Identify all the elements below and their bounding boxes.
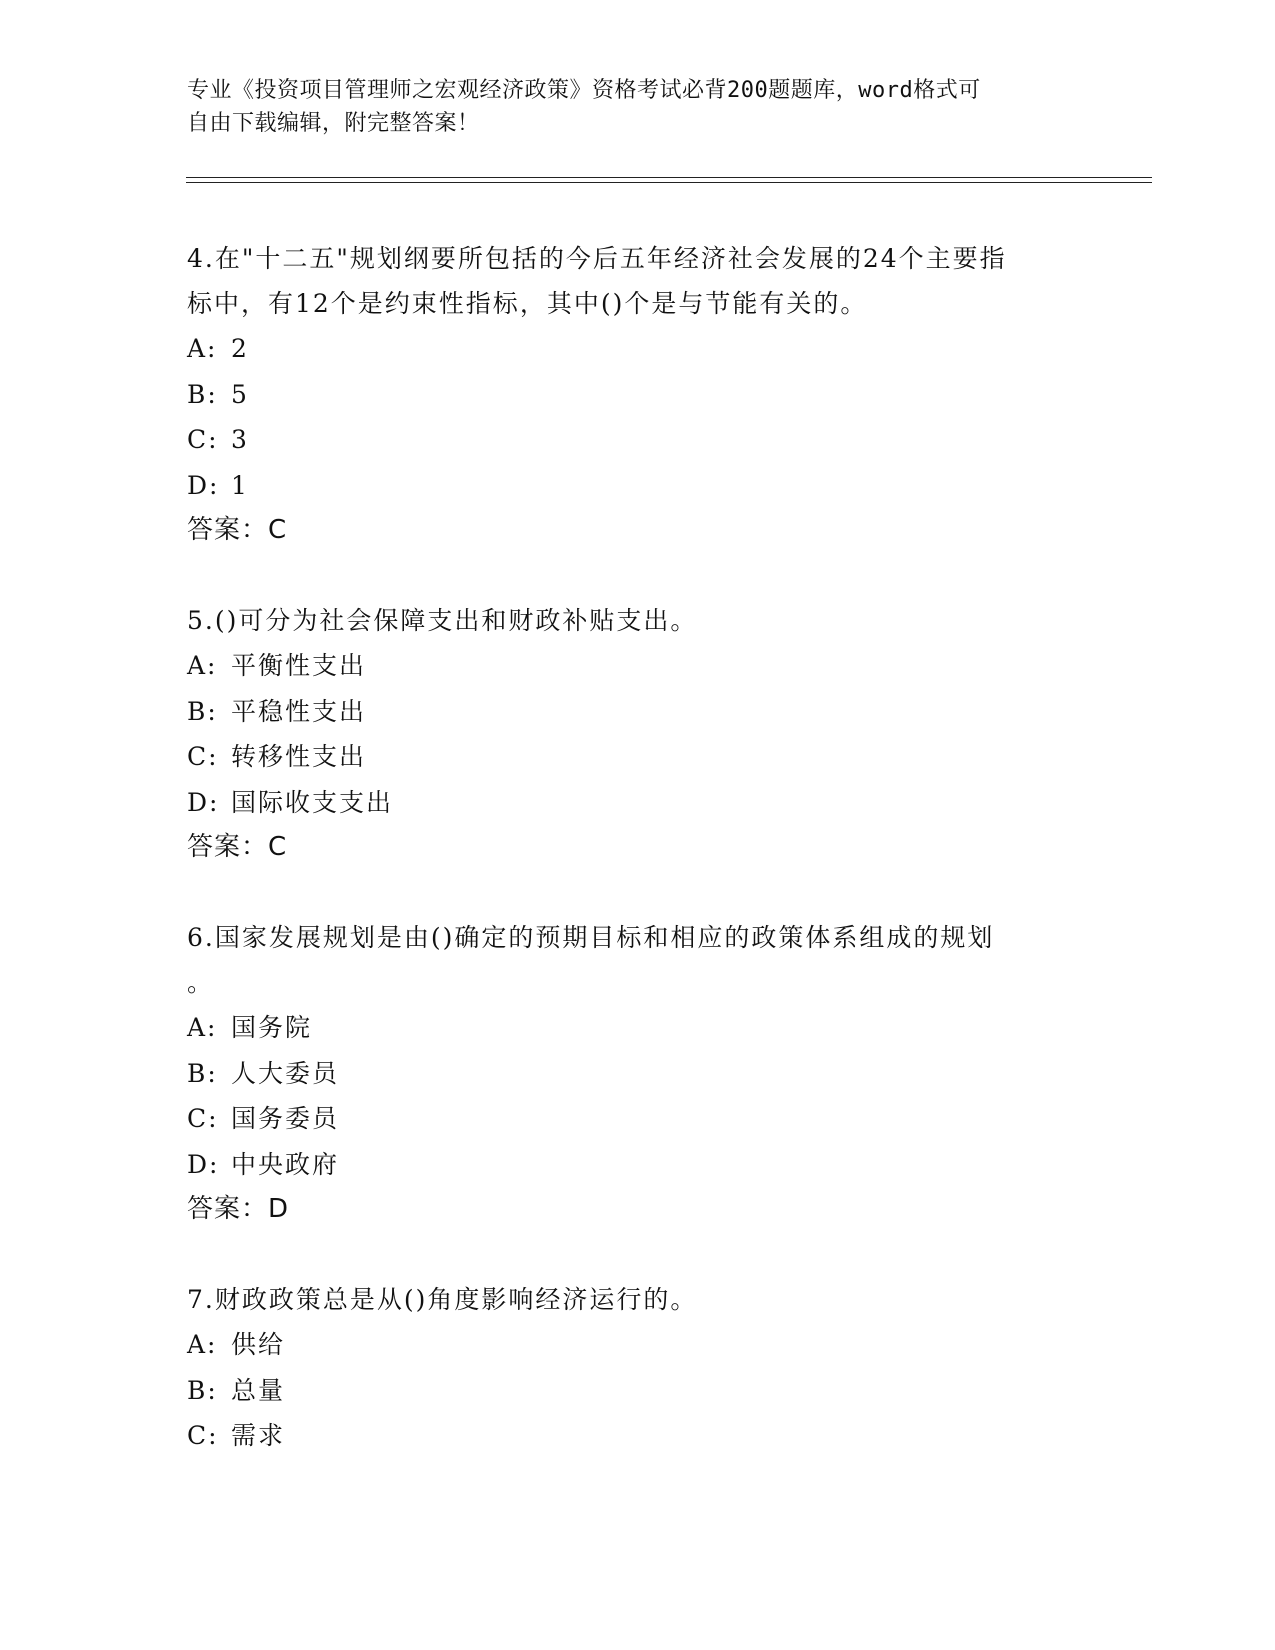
option-text: 平衡性支出 — [231, 651, 367, 680]
option-d — [187, 1142, 1107, 1188]
question-text: 标中，有12个是约束性指标，其中()个是与节能有关的。 — [187, 289, 868, 318]
question-text: 。 — [187, 968, 215, 997]
option-text: 2 — [231, 334, 249, 363]
question-item — [187, 236, 1107, 553]
option-text: 国际收支支出 — [231, 787, 394, 817]
option-key: C: — [187, 742, 219, 771]
option-key: B: — [187, 1058, 218, 1088]
option-key: A: — [187, 1330, 218, 1359]
option-c — [187, 1413, 1107, 1459]
option-d — [187, 463, 1107, 509]
option-key: C: — [187, 425, 219, 454]
option-key: B: — [187, 1375, 218, 1405]
option-key: C: — [187, 1421, 219, 1450]
question-text: 5.()可分为社会保障支出和财政补贴支出。 — [187, 606, 698, 635]
question-list — [187, 236, 1107, 1459]
option-text: 5 — [231, 379, 249, 409]
option-b — [187, 689, 1107, 735]
option-c — [187, 417, 1107, 463]
option-b — [187, 372, 1107, 418]
question-text: 6.国家发展规划是由()确定的预期目标和相应的政策体系组成的规划 — [187, 923, 995, 952]
option-key: A: — [187, 1013, 218, 1042]
option-text: 人大委员 — [231, 1058, 340, 1088]
question-item — [187, 915, 1107, 1232]
option-key: A: — [187, 334, 218, 363]
option-key: A: — [187, 651, 218, 680]
header-divider-top — [186, 177, 1152, 178]
option-c — [187, 734, 1107, 780]
option-a — [187, 326, 1107, 372]
option-text: 1 — [231, 470, 249, 500]
option-b — [187, 1051, 1107, 1097]
option-a — [187, 1005, 1107, 1051]
question-item — [187, 1277, 1107, 1459]
header-divider-bottom — [186, 182, 1152, 183]
question-text: 7.财政政策总是从()角度影响经济运行的。 — [187, 1285, 698, 1314]
answer-line: 答案：D — [187, 1194, 290, 1224]
document-header — [187, 74, 1087, 140]
header-line-1: 专业《投资项目管理师之宏观经济政策》资格考试必背200题题库，word格式可 — [187, 78, 981, 103]
option-key: D: — [187, 1149, 220, 1179]
question-text: 4.在"十二五"规划纲要所包括的今后五年经济社会发展的24个主要指 — [187, 244, 1007, 273]
option-a — [187, 643, 1107, 689]
question-spacer — [187, 1232, 1107, 1277]
option-key: C: — [187, 1104, 219, 1133]
answer-line: 答案：C — [187, 515, 288, 545]
question-spacer — [187, 553, 1107, 598]
option-text: 国务委员 — [231, 1104, 340, 1133]
option-key: B: — [187, 379, 218, 409]
option-key: B: — [187, 696, 218, 726]
question-item — [187, 598, 1107, 870]
option-text: 平稳性支出 — [231, 696, 367, 726]
option-text: 转移性支出 — [231, 742, 367, 771]
question-spacer — [187, 870, 1107, 915]
option-text: 国务院 — [231, 1013, 313, 1042]
option-text: 需求 — [231, 1421, 286, 1450]
option-d — [187, 780, 1107, 826]
answer-line: 答案：C — [187, 832, 288, 862]
header-line-2: 自由下载编辑，附完整答案！ — [187, 111, 480, 136]
option-b — [187, 1368, 1107, 1414]
option-text: 中央政府 — [231, 1149, 340, 1179]
option-text: 3 — [231, 425, 249, 454]
option-a — [187, 1322, 1107, 1368]
option-c — [187, 1096, 1107, 1142]
option-text: 总量 — [231, 1375, 286, 1405]
option-text: 供给 — [231, 1330, 286, 1359]
option-key: D: — [187, 787, 220, 817]
option-key: D: — [187, 470, 220, 500]
